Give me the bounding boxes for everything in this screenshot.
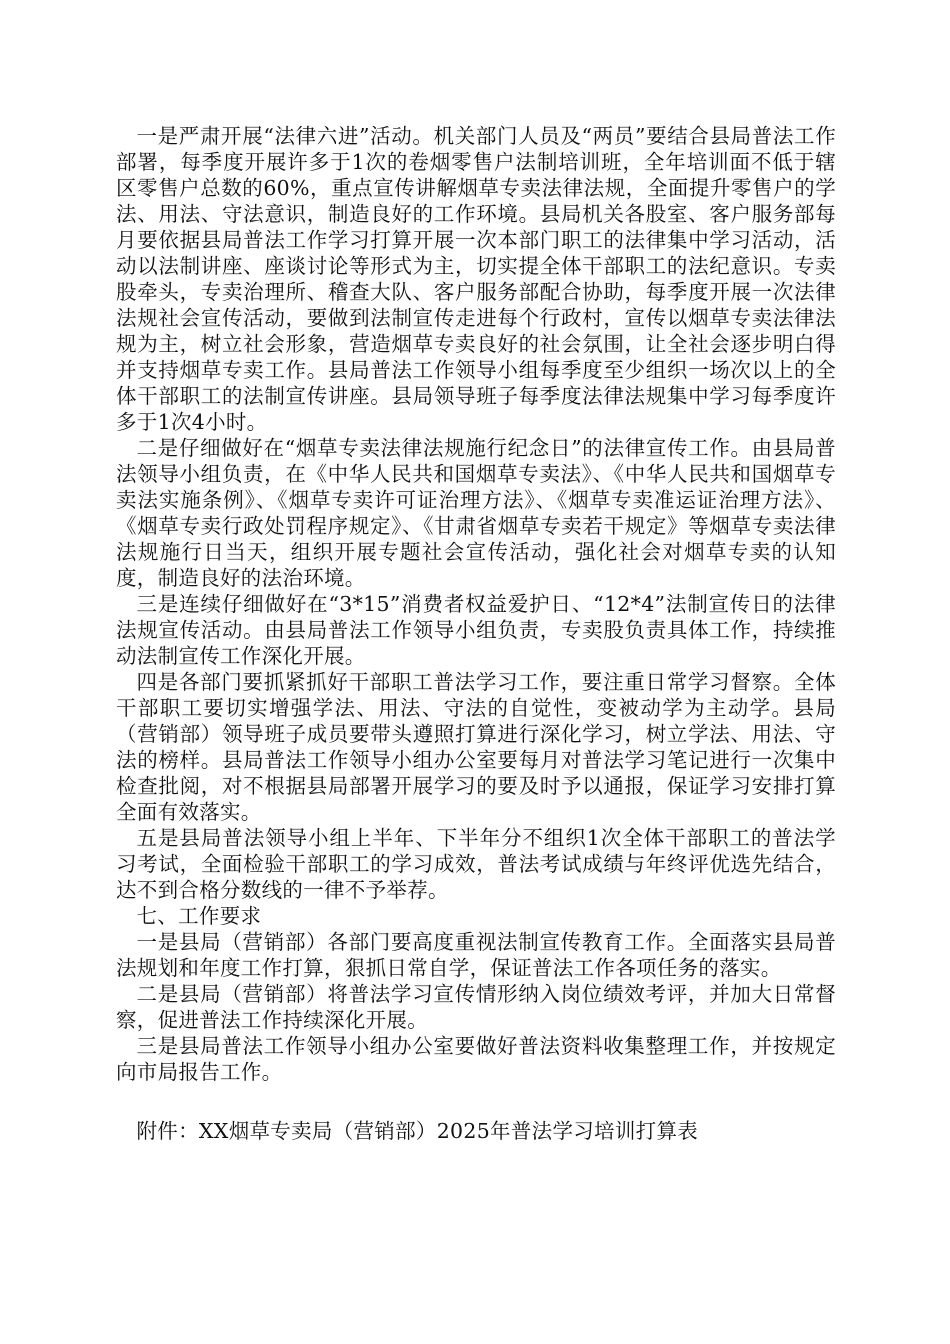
- section-heading-work-requirements: 七、工作要求: [136, 904, 262, 928]
- paragraph-staff-study: 四是各部门要抓紧抓好干部职工普法学习工作，要注重日常学习督察。全体干部职工要切实增强学法、用法、守法的自觉性，变被动学为主动学。县局（营销部）领导班子成员要带头遵照打算进行深化学习，树立学法、用法、守法的榜样。县局普法工作领导小组办公室要每月对普法学习笔记进行一次集中检查批阅，对不根据县局部署开展学习的要及时予以通报，保证学习安排打算全面有效落实。: [116, 670, 836, 824]
- paragraph-commemoration-day: 二是仔细做好在“烟草专卖法律法规施行纪念日”的法律宣传工作。由县局普法领导小组负责，在《中华人民共和国烟草专卖法》、《中华人民共和国烟草专卖法实施条例》、《烟草专卖许可证治理方法》、《烟草专卖准运证治理方法》、《烟草专卖行政处罚程序规定》、《甘肃省烟草专卖若干规定》等烟草专卖法律法规施行日当天，组织开展专题社会宣传活动，强化社会对烟草专卖的认知度，制造良好的法治环境。: [116, 436, 836, 590]
- paragraph-exam: 五是县局普法领导小组上半年、下半年分不组织1次全体干部职工的普法学习考试，全面检验干部职工的学习成效，普法考试成绩与年终评优选先结合，达不到合格分数线的一律不予举荐。: [116, 826, 836, 902]
- attachment-line: 附件：XX烟草专卖局（营销部）2025年普法学习培训打算表: [136, 1119, 699, 1143]
- paragraph-law-six-into: 一是严肃开展“法律六进”活动。机关部门人员及“两员”要结合县局普法工作部署，每季度开展许多于1次的卷烟零售户法制培训班，全年培训面不低于辖区零售户总数的60%，重点宣传讲解烟草专卖法律法规，全面提升零售户的学法、用法、守法意识，制造良好的工作环境。县局机关各股室、客户服务部每月要依据县局普法工作学习打算开展一次本部门职工的法律集中学习活动，活动以法制讲座、座谈讨论等形式为主，切实提全体干部职工的法纪意识。专卖股牵头，专卖治理所、稽查大队、客户服务部配合协助，每季度开展一次法律法规社会宣传活动，要做到法制宣传走进每个行政村，宣传以烟草专卖法律法规为主，树立社会形象，营造烟草专卖良好的社会氛围，让全社会逐步明白得并支持烟草专卖工作。县局普法工作领导小组每季度至少组织一场次以上的全体干部职工的法制宣传讲座。县局领导班子每季度法律法规集中学习每季度许多于1次4小时。: [116, 124, 836, 434]
- paragraph-requirement-3: 三是县局普法工作领导小组办公室要做好普法资料收集整理工作，并按规定向市局报告工作。: [116, 1034, 836, 1084]
- paragraph-requirement-1: 一是县局（营销部）各部门要高度重视法制宣传教育工作。全面落实县局普法规划和年度工作打算，狠抓日常自学，保证普法工作各项任务的落实。: [116, 930, 836, 980]
- document-body: [116, 123, 836, 1085]
- paragraph-consumer-rights-day: 三是连续仔细做好在“3*15”消费者权益爱护日、“12*4”法制宣传日的法律法规宣传活动。由县局普法工作领导小组负责，专卖股负责具体工作，持续推动法制宣传工作深化开展。: [116, 592, 836, 668]
- paragraph-requirement-2: 二是县局（营销部）将普法学习宣传情形纳入岗位绩效考评，并加大日常督察，促进普法工作持续深化开展。: [116, 982, 836, 1032]
